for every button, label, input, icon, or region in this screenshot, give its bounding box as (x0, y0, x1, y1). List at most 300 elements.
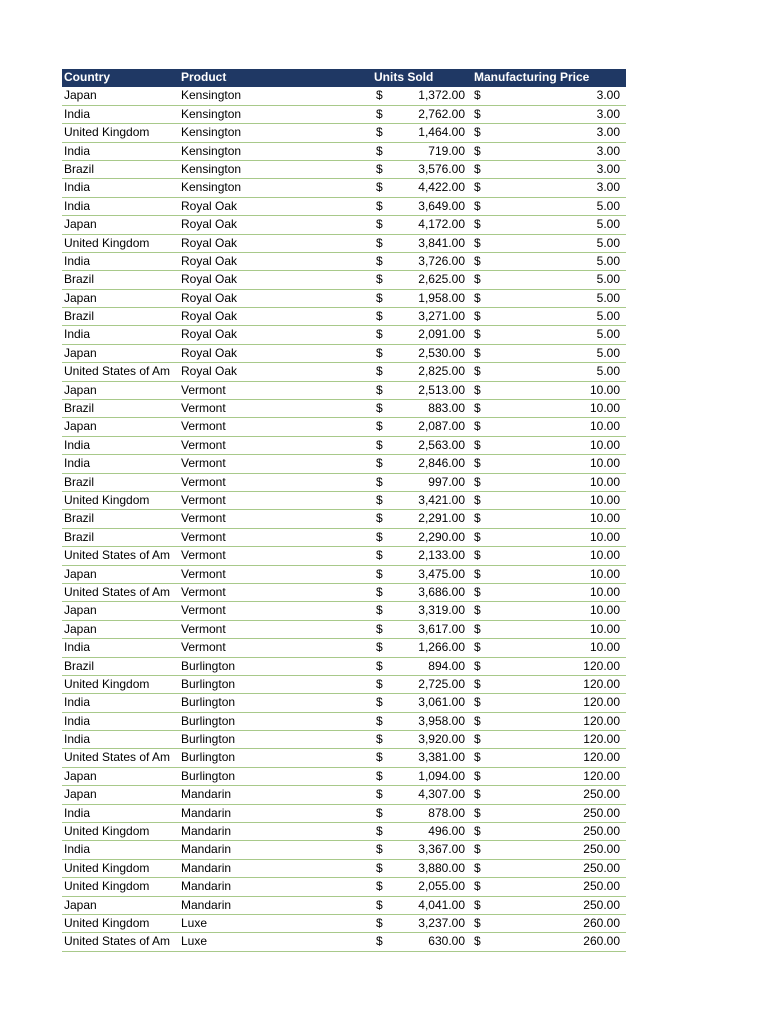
cell-units-currency: $ (376, 217, 383, 232)
table-row (62, 584, 626, 602)
table-row (62, 418, 626, 436)
cell-units-sold: 3,841.00 (418, 235, 465, 250)
cell-manufacturing-price: 10.00 (589, 456, 620, 471)
cell-units-sold: 2,725.00 (418, 676, 465, 691)
cell-units-currency: $ (376, 401, 383, 416)
table-row (62, 308, 626, 326)
table-row (62, 529, 626, 547)
cell-product: Mandarin (181, 879, 232, 894)
cell-product: Vermont (181, 437, 226, 452)
cell-units-sold: 496.00 (428, 824, 465, 839)
cell-product: Vermont (181, 529, 226, 544)
table-row (62, 124, 626, 142)
cell-product: Royal Oak (181, 235, 238, 250)
cell-country: Japan (64, 787, 97, 802)
cell-units-sold: 2,563.00 (418, 437, 465, 452)
spreadsheet-table (62, 69, 626, 952)
cell-price-currency: $ (474, 401, 481, 416)
cell-product: Burlington (181, 768, 236, 783)
cell-units-sold: 3,367.00 (418, 842, 465, 857)
cell-country: Brazil (64, 161, 95, 176)
cell-units-sold: 2,846.00 (418, 456, 465, 471)
cell-price-currency: $ (474, 768, 481, 783)
cell-units-sold: 4,307.00 (418, 787, 465, 802)
cell-product: Vermont (181, 621, 226, 636)
table-row (62, 161, 626, 179)
cell-product: Vermont (181, 456, 226, 471)
table-row (62, 455, 626, 473)
cell-units-sold: 3,880.00 (418, 860, 465, 875)
cell-country: Japan (64, 217, 97, 232)
cell-country: Japan (64, 382, 97, 397)
cell-manufacturing-price: 10.00 (589, 529, 620, 544)
cell-units-sold: 2,291.00 (418, 511, 465, 526)
cell-units-currency: $ (376, 548, 383, 563)
cell-manufacturing-price: 5.00 (596, 327, 620, 342)
cell-units-currency: $ (376, 161, 383, 176)
cell-product: Vermont (181, 603, 226, 618)
cell-manufacturing-price: 260.00 (583, 915, 620, 930)
cell-units-sold: 3,617.00 (418, 621, 465, 636)
cell-country: Brazil (64, 401, 95, 416)
cell-units-currency: $ (376, 419, 383, 434)
cell-units-currency: $ (376, 235, 383, 250)
cell-product: Royal Oak (181, 198, 238, 213)
cell-price-currency: $ (474, 364, 481, 379)
cell-units-sold: 3,381.00 (418, 750, 465, 765)
header-country: Country (64, 70, 110, 84)
table-row (62, 878, 626, 896)
cell-manufacturing-price: 5.00 (596, 272, 620, 287)
cell-manufacturing-price: 250.00 (583, 805, 620, 820)
cell-units-currency: $ (376, 713, 383, 728)
cell-units-sold: 3,421.00 (418, 492, 465, 507)
table-row (62, 639, 626, 657)
table-row (62, 566, 626, 584)
cell-price-currency: $ (474, 309, 481, 324)
cell-manufacturing-price: 260.00 (583, 934, 620, 949)
cell-units-currency: $ (376, 125, 383, 140)
cell-product: Royal Oak (181, 309, 238, 324)
cell-units-currency: $ (376, 492, 383, 507)
cell-units-currency: $ (376, 529, 383, 544)
cell-country: Japan (64, 768, 97, 783)
cell-price-currency: $ (474, 824, 481, 839)
cell-units-currency: $ (376, 511, 383, 526)
cell-units-sold: 4,172.00 (418, 217, 465, 232)
cell-manufacturing-price: 120.00 (583, 732, 620, 747)
cell-units-sold: 2,530.00 (418, 345, 465, 360)
cell-country: India (64, 732, 91, 747)
cell-product: Mandarin (181, 897, 232, 912)
cell-product: Vermont (181, 566, 226, 581)
cell-units-currency: $ (376, 106, 383, 121)
cell-product: Mandarin (181, 860, 232, 875)
cell-country: Japan (64, 290, 97, 305)
cell-country: India (64, 180, 91, 195)
cell-manufacturing-price: 5.00 (596, 309, 620, 324)
cell-country: United Kingdom (64, 125, 150, 140)
cell-price-currency: $ (474, 603, 481, 618)
cell-units-currency: $ (376, 824, 383, 839)
cell-units-currency: $ (376, 143, 383, 158)
cell-manufacturing-price: 10.00 (589, 401, 620, 416)
table-row (62, 731, 626, 749)
header-units-sold: Units Sold (374, 70, 434, 84)
cell-product: Burlington (181, 695, 236, 710)
cell-product: Burlington (181, 713, 236, 728)
cell-units-sold: 2,825.00 (418, 364, 465, 379)
cell-manufacturing-price: 5.00 (596, 253, 620, 268)
cell-country: United States of Am (64, 584, 171, 599)
cell-manufacturing-price: 3.00 (596, 180, 620, 195)
cell-units-sold: 4,041.00 (418, 897, 465, 912)
cell-units-sold: 3,237.00 (418, 915, 465, 930)
cell-units-currency: $ (376, 327, 383, 342)
cell-product: Mandarin (181, 824, 232, 839)
cell-price-currency: $ (474, 860, 481, 875)
cell-manufacturing-price: 10.00 (589, 640, 620, 655)
cell-units-sold: 3,649.00 (418, 198, 465, 213)
table-row (62, 510, 626, 528)
table-row (62, 768, 626, 786)
cell-manufacturing-price: 250.00 (583, 897, 620, 912)
cell-price-currency: $ (474, 345, 481, 360)
table-row (62, 676, 626, 694)
cell-units-sold: 2,290.00 (418, 529, 465, 544)
table-row (62, 841, 626, 859)
cell-units-currency: $ (376, 768, 383, 783)
cell-manufacturing-price: 120.00 (583, 676, 620, 691)
cell-manufacturing-price: 10.00 (589, 437, 620, 452)
cell-units-sold: 2,762.00 (418, 106, 465, 121)
cell-manufacturing-price: 5.00 (596, 235, 620, 250)
cell-product: Kensington (181, 106, 242, 121)
cell-price-currency: $ (474, 732, 481, 747)
cell-units-sold: 3,271.00 (418, 309, 465, 324)
cell-units-currency: $ (376, 915, 383, 930)
cell-price-currency: $ (474, 934, 481, 949)
cell-product: Royal Oak (181, 364, 238, 379)
cell-manufacturing-price: 3.00 (596, 88, 620, 103)
cell-price-currency: $ (474, 125, 481, 140)
cell-manufacturing-price: 250.00 (583, 824, 620, 839)
cell-country: United Kingdom (64, 879, 150, 894)
cell-units-currency: $ (376, 658, 383, 673)
cell-units-sold: 630.00 (428, 934, 465, 949)
cell-product: Vermont (181, 511, 226, 526)
cell-country: United States of Am (64, 750, 171, 765)
cell-manufacturing-price: 10.00 (589, 492, 620, 507)
cell-manufacturing-price: 10.00 (589, 382, 620, 397)
cell-price-currency: $ (474, 566, 481, 581)
table-row (62, 216, 626, 234)
cell-units-currency: $ (376, 897, 383, 912)
cell-product: Vermont (181, 584, 226, 599)
cell-product: Royal Oak (181, 345, 238, 360)
cell-country: India (64, 106, 91, 121)
cell-manufacturing-price: 10.00 (589, 584, 620, 599)
cell-manufacturing-price: 250.00 (583, 879, 620, 894)
cell-units-sold: 3,061.00 (418, 695, 465, 710)
cell-country: United States of Am (64, 364, 171, 379)
cell-units-sold: 2,091.00 (418, 327, 465, 342)
cell-product: Royal Oak (181, 290, 238, 305)
cell-product: Luxe (181, 934, 208, 949)
cell-price-currency: $ (474, 915, 481, 930)
cell-country: Japan (64, 419, 97, 434)
table-row (62, 933, 626, 951)
cell-country: India (64, 327, 91, 342)
cell-product: Kensington (181, 143, 242, 158)
table-row (62, 326, 626, 344)
cell-units-sold: 1,094.00 (418, 768, 465, 783)
cell-country: Japan (64, 897, 97, 912)
cell-manufacturing-price: 5.00 (596, 364, 620, 379)
cell-manufacturing-price: 3.00 (596, 161, 620, 176)
cell-country: India (64, 456, 91, 471)
cell-units-currency: $ (376, 603, 383, 618)
cell-units-currency: $ (376, 474, 383, 489)
cell-product: Luxe (181, 915, 208, 930)
cell-country: Japan (64, 345, 97, 360)
table-row (62, 860, 626, 878)
cell-units-currency: $ (376, 676, 383, 691)
cell-price-currency: $ (474, 621, 481, 636)
cell-country: Brazil (64, 511, 95, 526)
cell-units-currency: $ (376, 198, 383, 213)
cell-country: Brazil (64, 309, 95, 324)
cell-units-currency: $ (376, 787, 383, 802)
table-row (62, 749, 626, 767)
table-row (62, 897, 626, 915)
table-row (62, 106, 626, 124)
cell-product: Vermont (181, 401, 226, 416)
cell-manufacturing-price: 120.00 (583, 658, 620, 673)
table-row (62, 87, 626, 105)
table-row (62, 345, 626, 363)
cell-country: India (64, 253, 91, 268)
cell-product: Kensington (181, 161, 242, 176)
cell-units-sold: 1,372.00 (418, 88, 465, 103)
cell-country: Japan (64, 88, 97, 103)
table-row (62, 602, 626, 620)
cell-price-currency: $ (474, 198, 481, 213)
cell-manufacturing-price: 10.00 (589, 548, 620, 563)
cell-units-currency: $ (376, 272, 383, 287)
cell-product: Vermont (181, 492, 226, 507)
cell-units-currency: $ (376, 364, 383, 379)
header-manufacturing-price: Manufacturing Price (474, 70, 590, 84)
cell-product: Kensington (181, 125, 242, 140)
cell-units-sold: 3,726.00 (418, 253, 465, 268)
cell-price-currency: $ (474, 327, 481, 342)
cell-product: Vermont (181, 474, 226, 489)
table-header-row (62, 69, 626, 87)
cell-price-currency: $ (474, 842, 481, 857)
cell-manufacturing-price: 120.00 (583, 768, 620, 783)
cell-price-currency: $ (474, 584, 481, 599)
cell-price-currency: $ (474, 437, 481, 452)
cell-units-currency: $ (376, 695, 383, 710)
cell-units-sold: 3,576.00 (418, 161, 465, 176)
cell-units-sold: 3,686.00 (418, 584, 465, 599)
table-row (62, 235, 626, 253)
cell-units-currency: $ (376, 934, 383, 949)
cell-country: India (64, 198, 91, 213)
cell-country: United Kingdom (64, 676, 150, 691)
cell-product: Royal Oak (181, 327, 238, 342)
table-row (62, 658, 626, 676)
cell-product: Burlington (181, 658, 236, 673)
cell-price-currency: $ (474, 88, 481, 103)
cell-price-currency: $ (474, 492, 481, 507)
table-body (62, 87, 626, 951)
cell-price-currency: $ (474, 787, 481, 802)
cell-price-currency: $ (474, 290, 481, 305)
cell-manufacturing-price: 120.00 (583, 750, 620, 765)
cell-manufacturing-price: 10.00 (589, 419, 620, 434)
table-row (62, 713, 626, 731)
cell-units-sold: 894.00 (428, 658, 465, 673)
cell-manufacturing-price: 120.00 (583, 695, 620, 710)
cell-price-currency: $ (474, 548, 481, 563)
cell-units-sold: 2,513.00 (418, 382, 465, 397)
cell-manufacturing-price: 120.00 (583, 713, 620, 728)
cell-units-sold: 2,625.00 (418, 272, 465, 287)
cell-country: India (64, 143, 91, 158)
table-row (62, 400, 626, 418)
cell-country: Brazil (64, 658, 95, 673)
cell-price-currency: $ (474, 161, 481, 176)
table-row (62, 143, 626, 161)
cell-units-sold: 2,133.00 (418, 548, 465, 563)
table-row (62, 547, 626, 565)
cell-country: India (64, 437, 91, 452)
cell-price-currency: $ (474, 217, 481, 232)
cell-product: Burlington (181, 750, 236, 765)
cell-manufacturing-price: 3.00 (596, 143, 620, 158)
cell-units-currency: $ (376, 640, 383, 655)
cell-units-sold: 878.00 (428, 805, 465, 820)
cell-manufacturing-price: 250.00 (583, 787, 620, 802)
cell-price-currency: $ (474, 456, 481, 471)
cell-country: United States of Am (64, 934, 171, 949)
cell-country: India (64, 695, 91, 710)
cell-product: Royal Oak (181, 253, 238, 268)
cell-country: India (64, 842, 91, 857)
cell-units-sold: 719.00 (428, 143, 465, 158)
cell-price-currency: $ (474, 676, 481, 691)
cell-manufacturing-price: 10.00 (589, 603, 620, 618)
cell-manufacturing-price: 5.00 (596, 345, 620, 360)
cell-country: Brazil (64, 529, 95, 544)
cell-price-currency: $ (474, 474, 481, 489)
cell-manufacturing-price: 10.00 (589, 474, 620, 489)
cell-price-currency: $ (474, 695, 481, 710)
cell-price-currency: $ (474, 750, 481, 765)
table-row (62, 253, 626, 271)
cell-product: Vermont (181, 382, 226, 397)
cell-units-currency: $ (376, 437, 383, 452)
cell-country: Japan (64, 566, 97, 581)
cell-manufacturing-price: 5.00 (596, 198, 620, 213)
cell-price-currency: $ (474, 272, 481, 287)
table-row (62, 823, 626, 841)
table-row (62, 786, 626, 804)
cell-country: Japan (64, 603, 97, 618)
cell-manufacturing-price: 250.00 (583, 842, 620, 857)
cell-units-currency: $ (376, 842, 383, 857)
cell-product: Vermont (181, 640, 226, 655)
cell-manufacturing-price: 10.00 (589, 621, 620, 636)
cell-manufacturing-price: 3.00 (596, 106, 620, 121)
cell-price-currency: $ (474, 143, 481, 158)
table-row (62, 179, 626, 197)
cell-units-currency: $ (376, 621, 383, 636)
cell-country: Japan (64, 621, 97, 636)
cell-country: United Kingdom (64, 235, 150, 250)
cell-price-currency: $ (474, 106, 481, 121)
cell-units-currency: $ (376, 345, 383, 360)
cell-units-currency: $ (376, 253, 383, 268)
cell-product: Royal Oak (181, 217, 238, 232)
cell-units-currency: $ (376, 805, 383, 820)
cell-units-currency: $ (376, 382, 383, 397)
cell-price-currency: $ (474, 382, 481, 397)
cell-price-currency: $ (474, 419, 481, 434)
cell-units-sold: 1,266.00 (418, 640, 465, 655)
cell-price-currency: $ (474, 897, 481, 912)
cell-units-sold: 3,475.00 (418, 566, 465, 581)
cell-country: Brazil (64, 474, 95, 489)
cell-units-currency: $ (376, 584, 383, 599)
cell-price-currency: $ (474, 253, 481, 268)
table-row (62, 694, 626, 712)
cell-product: Burlington (181, 732, 236, 747)
cell-product: Kensington (181, 88, 242, 103)
cell-product: Vermont (181, 419, 226, 434)
cell-country: India (64, 713, 91, 728)
cell-price-currency: $ (474, 180, 481, 195)
table-row (62, 621, 626, 639)
cell-units-sold: 1,958.00 (418, 290, 465, 305)
cell-units-currency: $ (376, 309, 383, 324)
cell-units-currency: $ (376, 456, 383, 471)
cell-units-sold: 2,087.00 (418, 419, 465, 434)
cell-units-currency: $ (376, 732, 383, 747)
cell-units-sold: 3,319.00 (418, 603, 465, 618)
cell-units-sold: 2,055.00 (418, 879, 465, 894)
cell-price-currency: $ (474, 235, 481, 250)
cell-country: United Kingdom (64, 915, 150, 930)
cell-price-currency: $ (474, 640, 481, 655)
table-row (62, 915, 626, 933)
cell-country: United States of Am (64, 548, 171, 563)
cell-product: Mandarin (181, 787, 232, 802)
cell-product: Kensington (181, 180, 242, 195)
cell-units-currency: $ (376, 290, 383, 305)
table-row (62, 492, 626, 510)
cell-price-currency: $ (474, 511, 481, 526)
cell-product: Vermont (181, 548, 226, 563)
table-row (62, 805, 626, 823)
cell-country: India (64, 640, 91, 655)
cell-units-sold: 3,958.00 (418, 713, 465, 728)
cell-units-currency: $ (376, 750, 383, 765)
cell-units-sold: 4,422.00 (418, 180, 465, 195)
cell-price-currency: $ (474, 529, 481, 544)
